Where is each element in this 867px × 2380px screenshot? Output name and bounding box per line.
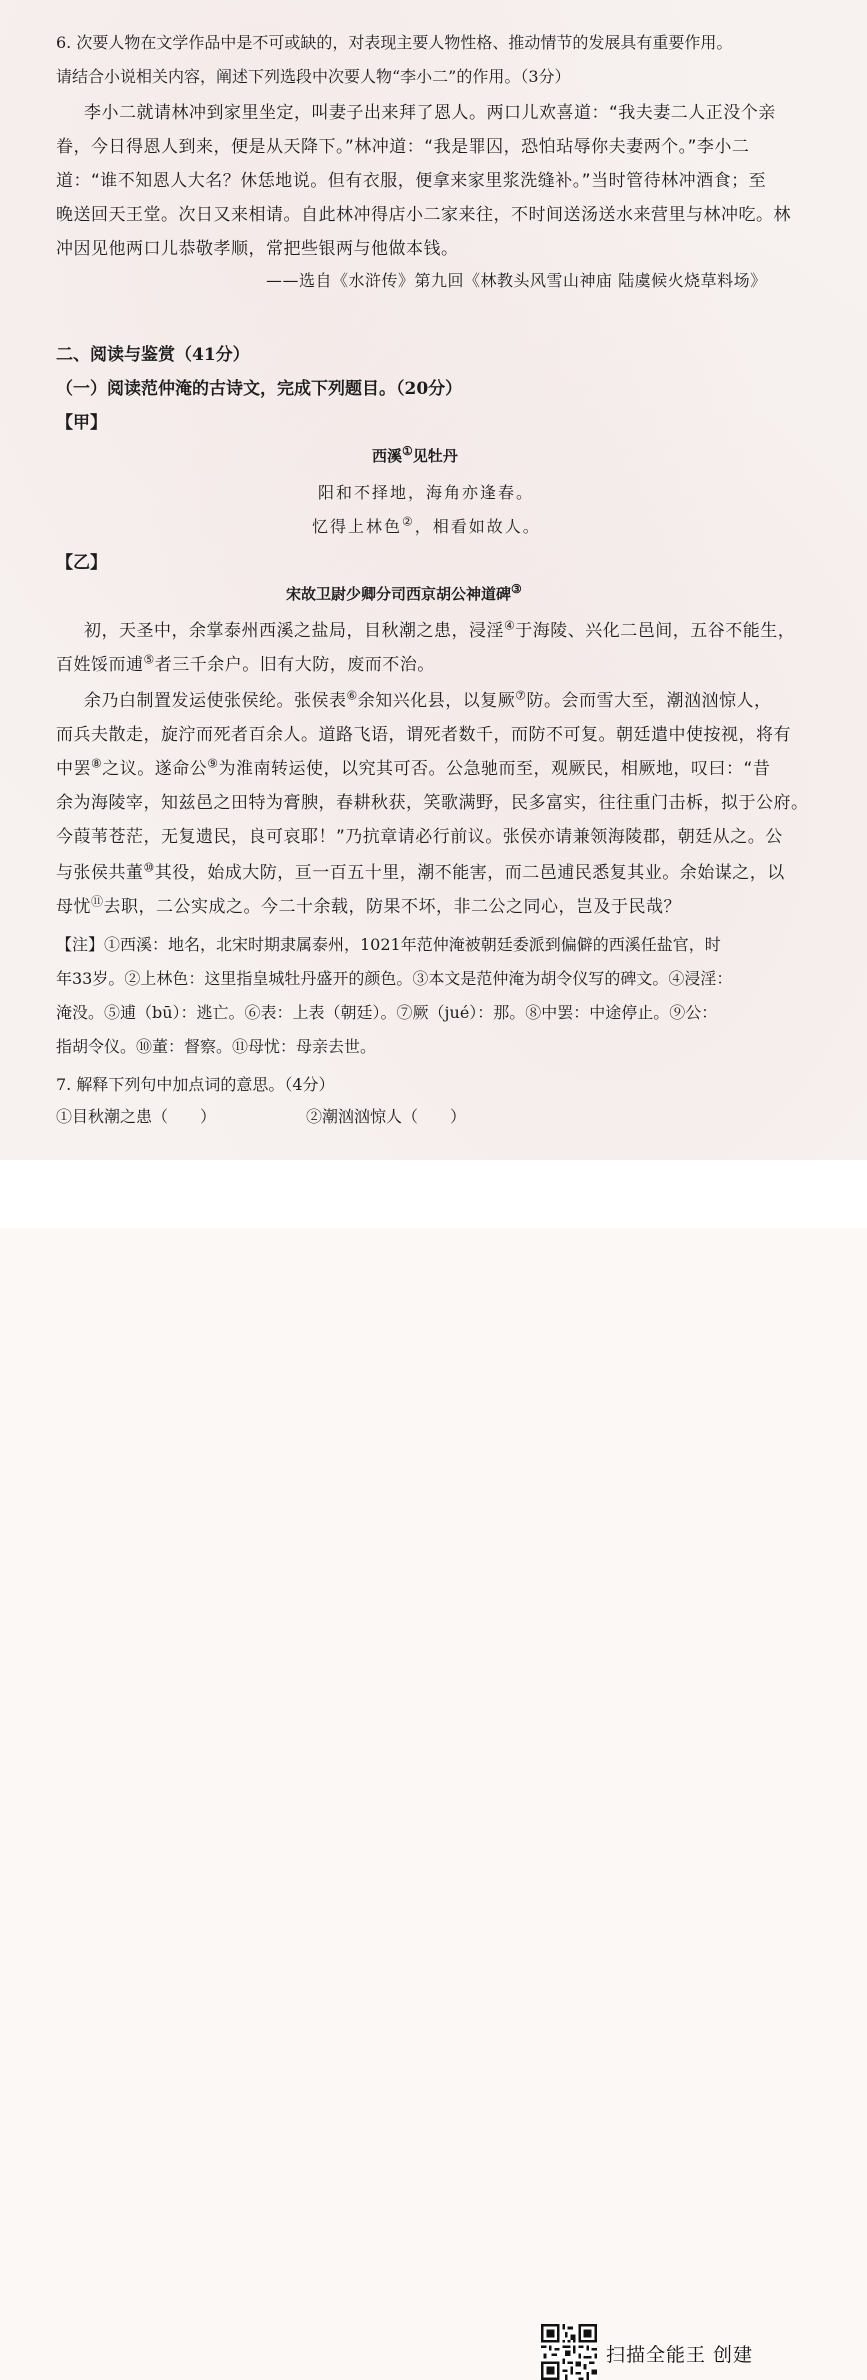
excerpt-source: ——选自《水浒传》第九回《林教头风雪山神庙 陆虞候火烧草料场》 xyxy=(266,271,767,290)
excerpt-line-1: 李小二就请林冲到家里坐定，叫妻子出来拜了恩人。两口儿欢喜道：“我夫妻二人正没个亲 xyxy=(84,103,776,123)
subsection-heading: （一）阅读范仲淹的古诗文，完成下列题目。（20分） xyxy=(56,379,463,399)
poem-title: 西溪①见牡丹 xyxy=(372,444,458,465)
stele-title: 宋故卫尉少卿分司西京胡公神道碑③ xyxy=(286,582,522,603)
yi-p2-line-6: 与张侯共董⑩其役，始成大防，亘一百五十里，潮不能害，而二邑逋民悉复其业。余始谋之，以 xyxy=(56,860,785,883)
notes-line-3: 淹没。⑤逋（bū）：逃亡。⑥表：上表（朝廷）。⑦厥（jué）：那。⑧中罢：中途停止。⑨公： xyxy=(56,1003,718,1022)
excerpt-line-3: 道：“谁不知恩人大名？休恁地说。但有衣服，便拿来家里浆洗缝补。”当时管待林冲酒食；至 xyxy=(56,171,767,191)
scanner-footer xyxy=(0,1160,867,2366)
exam-page xyxy=(0,0,867,1160)
q7-prompt: 7. 解释下列句中加点词的意思。（4分） xyxy=(56,1075,335,1094)
scanner-brand-label: 扫描全能王 创建 xyxy=(606,2344,754,2366)
notes-line-4: 指胡令仪。⑩董：督察。⑪母忧：母亲去世。 xyxy=(56,1037,377,1056)
excerpt-line-2: 眷，今日得恩人到来，便是从天降下。”林冲道：“我是罪囚，恐怕玷辱你夫妻两个。”李小二 xyxy=(56,137,750,157)
excerpt-line-5: 冲因见他两口儿恭敬孝顺，常把些银两与他做本钱。 xyxy=(56,239,459,259)
q7-item-1: ①目秋潮之患（ ） xyxy=(56,1107,217,1126)
yi-label: 【乙】 xyxy=(56,553,107,573)
notes-line-1: 【注】①西溪：地名，北宋时期隶属泰州，1021年范仲淹被朝廷委派到偏僻的西溪任盐官，时 xyxy=(56,935,721,954)
q7-item-2: ②潮汹汹惊人（ ） xyxy=(306,1107,467,1126)
qr-code-icon xyxy=(541,2324,597,2380)
yi-p2-line-2: 而兵夫散走，旋泞而死者百余人。道路飞语，谓死者数千，而防不可复。朝廷遣中使按视，将有 xyxy=(56,725,791,745)
yi-p2-line-1: 余乃白制置发运使张侯纶。张侯表⑥余知兴化县，以复厥⑦防。会而雪大至，潮汹汹惊人， xyxy=(84,688,772,711)
excerpt-line-4: 晚送回天王堂。次日又来相请。自此林冲得店小二家来往，不时间送汤送水来营里与林冲吃。林 xyxy=(56,205,791,225)
notes-line-2: 年33岁。②上林色：这里指皇城牡丹盛开的颜色。③本文是范仲淹为胡令仪写的碑文。④浸淫： xyxy=(56,969,733,988)
poem-line-1: 阳和不择地，海角亦逢春。 xyxy=(318,483,535,502)
section-heading: 二、阅读与鉴赏（41分） xyxy=(56,345,250,365)
yi-p2-line-3: 中罢⑧之议。遂命公⑨为淮南转运使，以究其可否。公急驰而至，观厥民，相厥地，叹曰：“昔 xyxy=(56,756,771,779)
q6-line2: 请结合小说相关内容，阐述下列选段中次要人物“李小二”的作用。（3分） xyxy=(56,67,571,86)
q6-line1: 6. 次要人物在文学作品中是不可或缺的，对表现主要人物性格、推动情节的发展具有重要作用。 xyxy=(56,33,733,52)
poem-line-2: 忆得上林色②，相看如故人。 xyxy=(312,514,541,536)
yi-p2-line-4: 余为海陵宰，知兹邑之田特为膏腴，春耕秋获，笑歌满野，民多富实，往往重门击柝，拟于公府。 xyxy=(56,793,809,813)
yi-p1-line-1: 初，天圣中，余掌泰州西溪之盐局，目秋潮之患，浸淫④于海陵、兴化二邑间，五谷不能生， xyxy=(84,618,796,641)
yi-p2-line-5: 今葭苇苍茫，无复遗民，良可哀耶！”乃抗章请必行前议。张侯亦请兼领海陵郡，朝廷从之。公 xyxy=(56,827,783,847)
yi-p2-line-7: 母忧⑪去职，二公实成之。今二十余载，防果不坏，非二公之同心，岂及于民哉？ xyxy=(56,894,682,917)
yi-p1-line-2: 百姓馁而逋⑤者三千余户。旧有大防，废而不治。 xyxy=(56,652,435,675)
jia-label: 【甲】 xyxy=(56,413,107,433)
